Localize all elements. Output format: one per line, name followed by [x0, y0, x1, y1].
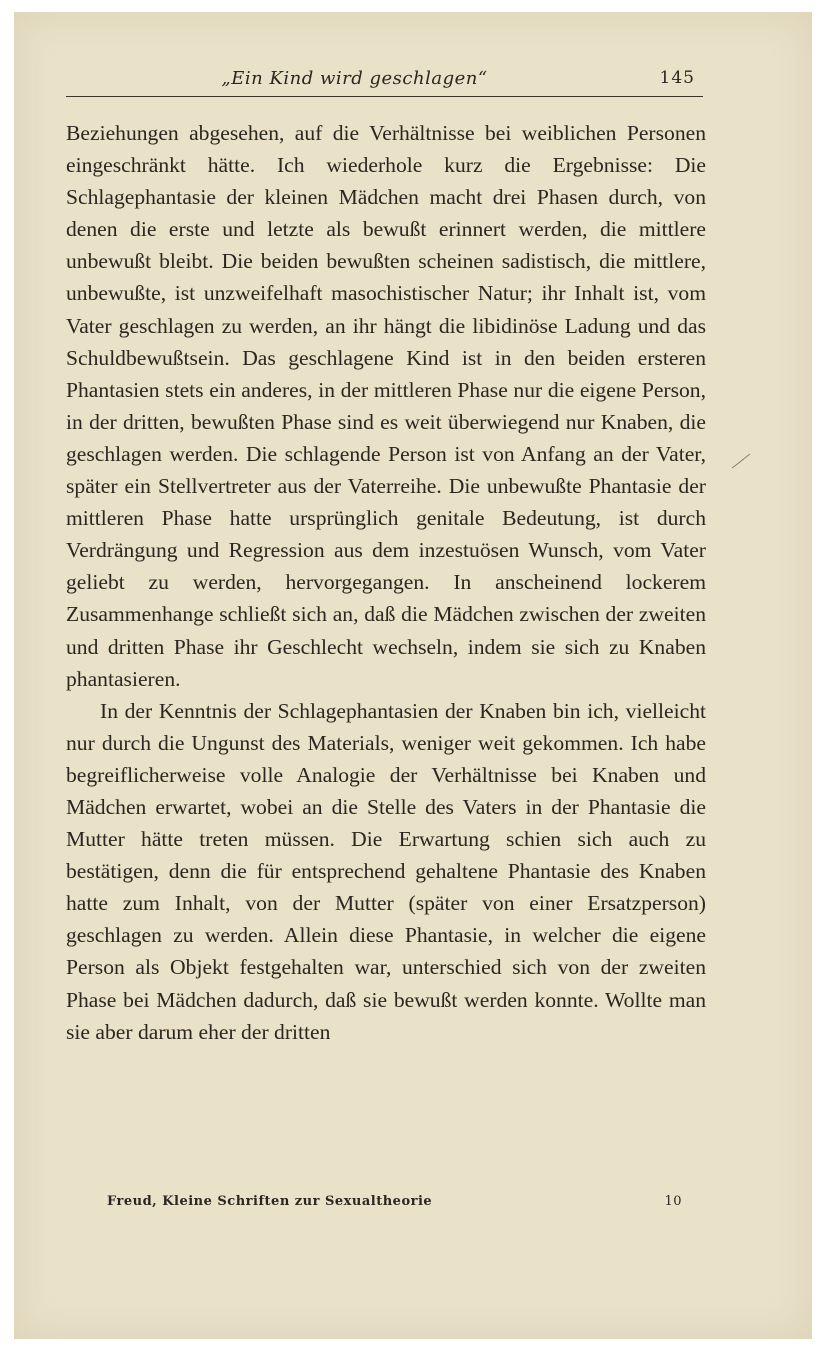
- running-title: „Ein Kind wird geschlagen“: [221, 68, 488, 89]
- paragraph-1: Beziehungen abgesehen, auf die Verhältnisse bei weiblichen Personen eingeschränkt hätte. Ich wiederhole kurz die Ergebnisse: Die Schlagephantasie der kleinen Mädchen macht drei Phasen durch, von denen die erste und letzte als bewußt erinnert werden, die mittlere unbewußt bleibt. Die beiden bewußten scheinen sadistisch, die mittlere, unbewußte, ist unzweifelhaft masochistischer Natur; ihr Inhalt ist, vom Vater geschlagen zu werden, an ihr hängt die libidinöse Ladung und das Schuldbewußtsein. Das geschlagene Kind ist in den beiden ersteren Phantasien stets ein anderes, in der mittleren Phase nur die eigene Person, in der dritten, bewußten Phase sind es weit überwiegend nur Knaben, die geschlagen werden. Die schlagende Person ist von Anfang an der Vater, später ein Stellvertreter aus der Vaterreihe. Die unbewußte Phantasie der mittleren Phase hatte ursprünglich genitale Bedeutung, ist durch Verdrängung und Regression aus dem inzestuösen Wunsch, vom Vater geliebt zu werden, hervorgegangen. In anscheinend lockerem Zusammenhange schließt sich an, daß die Mädchen zwischen der zweiten und dritten Phase ihr Geschlecht wechseln, indem sie sich zu Knaben phantasieren.: [66, 121, 706, 691]
- page-header: [66, 68, 703, 97]
- paragraph-2: In der Kenntnis der Schlagephantasien der Knaben bin ich, vielleicht nur durch die Ungunst des Materials, weniger weit gekommen. Ich habe begreiflicherweise volle Analogie der Verhältnisse bei Knaben und Mädchen erwartet, wobei an die Stelle des Vaters in der Phantasie die Mutter hätte treten müssen. Die Erwartung schien sich auch zu bestätigen, denn die für entsprechend gehaltene Phantasie des Knaben hatte zum Inhalt, von der Mutter (später von einer Ersatzperson) geschlagen zu werden. Allein diese Phantasie, in welcher die eigene Person als Objekt festgehalten war, unterschied sich von der zweiten Phase bei Mädchen dadurch, daß sie bewußt werden konnte. Wollte man sie aber darum eher der dritten: [66, 698, 706, 1044]
- body-text: [66, 117, 706, 1048]
- pencil-mark-icon: [730, 450, 752, 472]
- signature-number: 10: [664, 1194, 682, 1209]
- page-number: 145: [659, 68, 695, 88]
- footer-book-title: Freud, Kleine Schriften zur Sexualtheorie: [107, 1194, 433, 1209]
